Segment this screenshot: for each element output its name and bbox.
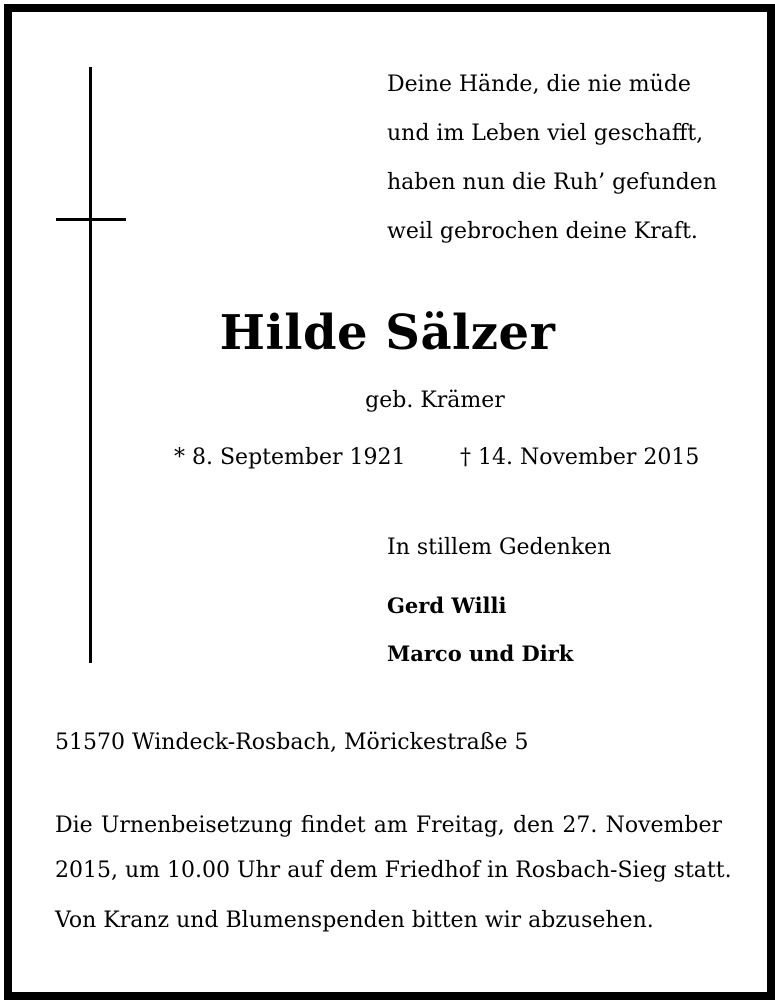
deceased-name: Hilde Sälzer <box>219 305 556 361</box>
poem-line: weil gebrochen deine Kraft. <box>387 219 698 244</box>
flowers-note: Von Kranz und Blumenspenden bitten wir abzusehen. <box>55 908 654 933</box>
poem-line: Deine Hände, die nie müde <box>387 72 691 97</box>
memorial-poem <box>387 60 717 256</box>
maiden-name: geb. Krämer <box>365 388 505 413</box>
funeral-notice <box>55 803 732 893</box>
funeral-notice-line: Die Urnenbeisetzung findet am Freitag, den 27. November <box>55 813 722 838</box>
poem-line: haben nun die Ruh’ gefunden <box>387 170 717 195</box>
birth-date: * 8. September 1921 <box>174 445 406 470</box>
mourning-heading: In stillem Gedenken <box>387 535 612 560</box>
death-date: † 14. November 2015 <box>460 445 700 470</box>
cross-symbol-horizontal <box>56 218 126 221</box>
family-address: 51570 Windeck-Rosbach, Mörickestraße 5 <box>55 730 529 755</box>
funeral-notice-line: 2015, um 10.00 Uhr auf dem Friedhof in Rosbach-Sieg statt. <box>55 858 732 883</box>
poem-line: und im Leben viel geschafft, <box>387 121 704 146</box>
mourner-name: Gerd Willi <box>387 593 507 618</box>
mourner-name: Marco und Dirk <box>387 641 574 666</box>
cross-symbol-vertical <box>89 67 92 663</box>
